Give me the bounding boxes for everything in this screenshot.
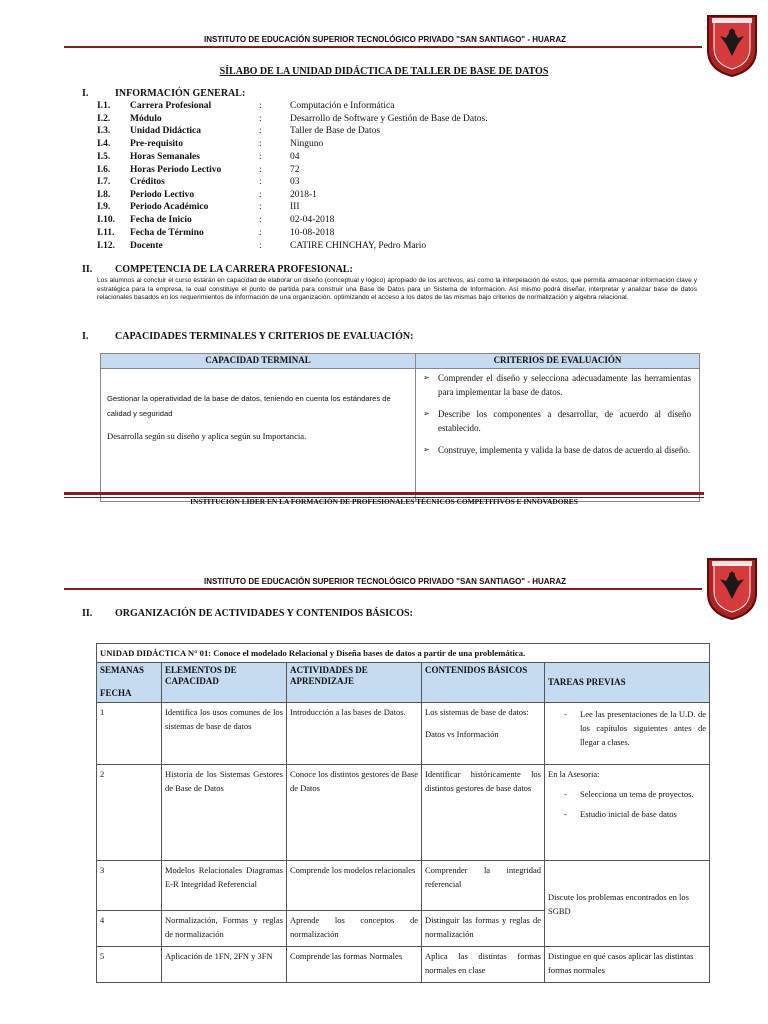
list-item: ➢ Comprender el diseño y selecciona adecuadamente las herramientas para implementar la base de datos. <box>423 373 691 397</box>
table-row <box>97 947 710 983</box>
actividades-cell: Comprende los modelos relacionales <box>287 861 422 911</box>
semana-cell: 2 <box>97 765 162 861</box>
list-item: - Lee las presentaciones de la U.D. de los capítulos siguientes antes de llegar a clases. <box>564 709 706 747</box>
arrow-bullet-icon: ➢ <box>423 373 430 382</box>
semana-cell: 4 <box>97 911 162 947</box>
dash-bullet-icon: - <box>564 809 567 819</box>
tareas-cell <box>545 703 710 765</box>
section-org-number: II. <box>82 608 93 619</box>
capacidad-text-2: Desarrolla según su diseño y aplica según su Importancia. <box>107 431 307 441</box>
dash-bullet-icon: - <box>564 709 567 719</box>
actividades-cell: Comprende las formas Normales <box>287 947 422 983</box>
header-rule <box>64 588 702 590</box>
header-tareas: TAREAS PREVIAS <box>545 663 710 703</box>
page2-header: INSTITUTO DE EDUCACIÓN SUPERIOR TECNOLÓGICO PRIVADO "SAN SANTIAGO" - HUARAZ <box>204 577 566 586</box>
page1-header: INSTITUTO DE EDUCACIÓN SUPERIOR TECNOLÓGICO PRIVADO "SAN SANTIAGO" - HUARAZ <box>204 35 566 44</box>
syllabus-title: SÍLABO DE LA UNIDAD DIDÁCTICA DE TALLER DE BASE DE DATOS <box>219 66 549 77</box>
capacidad-cell <box>101 369 416 502</box>
section-2-number: II. <box>82 264 93 275</box>
tareas-cell: Discute los problemas encontrados en los SGBD <box>545 861 710 947</box>
institute-logo-icon <box>706 557 758 621</box>
section-1-title: INFORMACIÓN GENERAL: <box>115 88 246 99</box>
header-semanas: SEMANAS FECHA <box>97 663 162 703</box>
contenidos-cell: Identificar históricamente los distintos gestores de base datos <box>422 765 545 861</box>
tareas-cell: En la Asesoria: - Selecciona un tema de proyectos. - Estudio inicial de base datos <box>545 765 710 861</box>
semana-cell: 5 <box>97 947 162 983</box>
elementos-cell: Historia de los Sistemas Gestores de Base de Datos <box>162 765 287 861</box>
elementos-cell: Identifica los usos comunes de los sistemas de base de datos <box>162 703 287 765</box>
actividades-cell: Aprende los conceptos de normalización <box>287 911 422 947</box>
capacidades-table <box>100 353 700 502</box>
competencia-paragraph: Los alumnos al concluir el curso estarán en capacidad de elaborar un diseño (conceptual y lógico) apropiado de los archivos, así como la interpelación de estos, que permita almacenar información clave y estratégica para la empresa, la cual constituye el punto de partida para construir una Base de Datos para un Sistema de Información. Así mismo podrá diseñar, interpretar y analizar base de datos relacionales basados en los requerimientos de información de una organización, optimizando el acceso a los datos de las mismas bajo criterios de normalización y algebra relacional. <box>97 277 697 301</box>
criterios-cell <box>416 369 700 502</box>
section-1-number: I. <box>82 88 89 99</box>
list-item: - Estudio inicial de base datos <box>564 809 677 819</box>
section-2-title: COMPETENCIA DE LA CARRERA PROFESIONAL: <box>115 264 353 275</box>
list-item: ➢ Describe los componentes a desarrollar, de acuerdo al diseño establecido. <box>423 409 691 433</box>
arrow-bullet-icon: ➢ <box>423 445 430 454</box>
actividades-cell: Introducción a las bases de Datos. <box>287 703 422 765</box>
table-header-criterios: CRITERIOS DE EVALUACIÓN <box>416 354 700 369</box>
list-item: ➢ Construye, implementa y valida la base de datos de acuerdo al diseño. <box>423 445 691 455</box>
section-org-title: ORGANIZACIÓN DE ACTIVIDADES Y CONTENIDOS BÁSICOS: <box>115 608 413 619</box>
table-row <box>97 765 710 861</box>
semana-cell: 1 <box>97 703 162 765</box>
section-3-title: CAPACIDADES TERMINALES Y CRITERIOS DE EVALUACIÓN: <box>115 331 414 342</box>
page1-footer: INSTITUCIÓN LÍDER EN LA FORMACIÓN DE PROFESIONALES TÉCNICOS COMPETITIVOS E INNOVADORES <box>190 497 578 506</box>
footer-rule <box>64 492 704 495</box>
header-actividades: ACTIVIDADES DE APRENDIZAJE <box>287 663 422 703</box>
list-item: - Selecciona un tema de proyectos. <box>564 789 694 799</box>
contenidos-cell: Los sistemas de base de datos: Datos vs Información <box>422 703 545 765</box>
table-row <box>97 703 710 765</box>
organizacion-table <box>96 643 710 983</box>
elementos-cell: Normalización, Formas y reglas de normalización <box>162 911 287 947</box>
contenidos-cell: Comprender la integridad referencial <box>422 861 545 911</box>
contenidos-cell: Distinguir las formas y reglas de normalización <box>422 911 545 947</box>
arrow-bullet-icon: ➢ <box>423 409 430 418</box>
semana-cell: 3 <box>97 861 162 911</box>
tareas-cell: Distingue en qué casos aplicar las distintas formas normales <box>545 947 710 983</box>
elementos-cell: Aplicación de 1FN, 2FN y 3FN <box>162 947 287 983</box>
capacidad-text: Gestionar la operatividad de la base de datos, teniendo en cuenta los estándares de calidad y seguridad <box>107 394 391 418</box>
contenidos-cell: Aplica las distintas formas normales en clase <box>422 947 545 983</box>
actividades-cell: Conoce los distintos gestores de Base de Datos <box>287 765 422 861</box>
table-header-capacidad: CAPACIDAD TERMINAL <box>101 354 416 369</box>
section-3-number: I. <box>82 331 89 342</box>
elementos-cell: Modelos Relacionales Diagramas E-R Integridad Referencial <box>162 861 287 911</box>
dash-bullet-icon: - <box>564 789 567 799</box>
table-row <box>97 861 710 911</box>
unit-title: UNIDAD DIDÁCTICA N° 01: Conoce el modelado Relacional y Diseña bases de datos a partir de una problemática. <box>97 644 710 663</box>
header-elementos: ELEMENTOS DE CAPACIDAD <box>162 663 287 703</box>
criterios-list <box>416 371 691 457</box>
header-contenidos: CONTENIDOS BÁSICOS <box>422 663 545 703</box>
header-rule <box>64 46 702 48</box>
